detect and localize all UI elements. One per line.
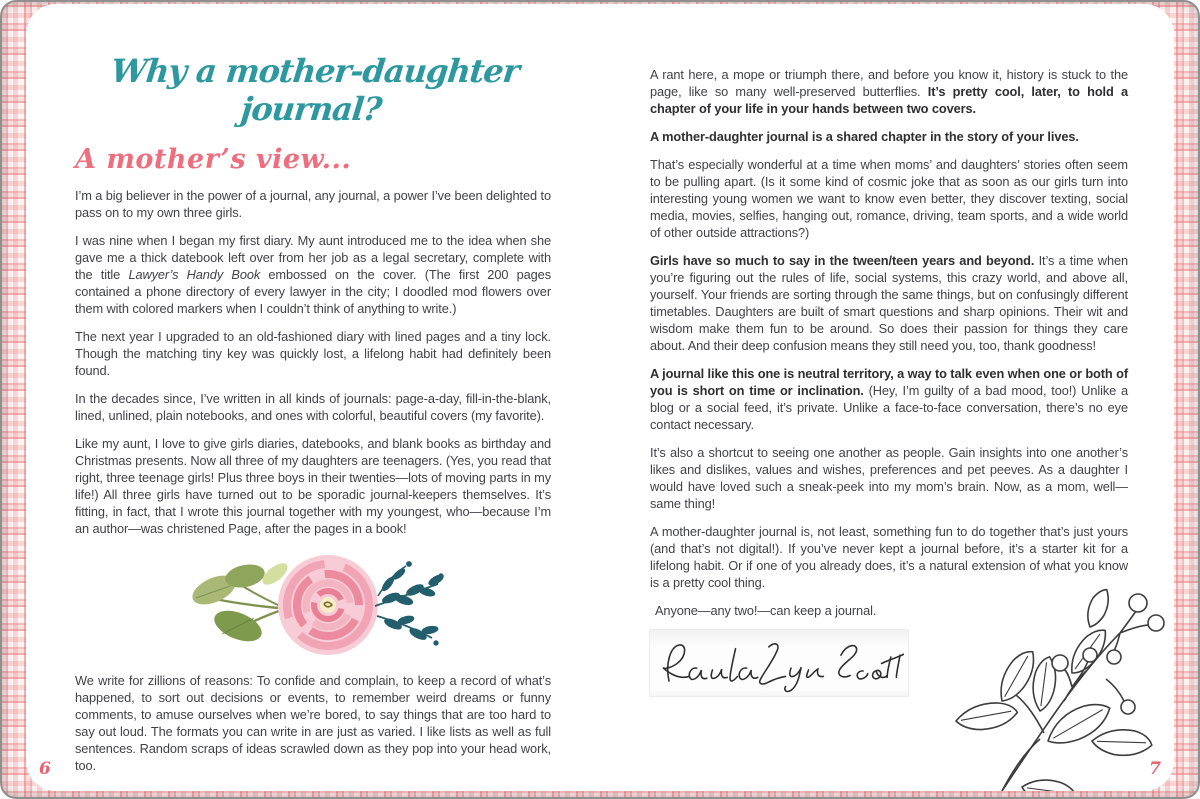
paragraph: A mother-daughter journal is a shared chapter in the story of your lives. xyxy=(650,129,1079,144)
rose-illustration xyxy=(178,548,448,660)
leaves-berries-icon xyxy=(944,583,1174,791)
paragraph: Anyone—any two!—can keep a journal. xyxy=(655,603,877,618)
signature-image xyxy=(650,630,908,696)
paragraph: Like my aunt, I love to give girls diaries, datebooks, and blank books as birthday and Christmas presents. Now all three of my daughters are teenagers. (Yes, you read that right, three teenage girls! Plus three boys in their twenties—lots of moving parts in my life!) All three girls have turned out to be sporadic journal-keepers themselves. It’s fitting, in fact, that I wrote this journal together with my youngest, who—because I’m an author—was christened Page, after the pages in a book! xyxy=(75,436,551,536)
left-paragraphs-bottom xyxy=(75,672,551,774)
paragraph: A rant here, a mope or triumph there, and before you know it, history is stuck to the page, like so many well-preserved butterflies. It’s pretty cool, later, to hold a chapter of your life in your hands between two covers. xyxy=(650,67,1128,116)
paragraph: A journal like this one is neutral territory, a way to talk even when one or both of you is short on time or inclination. (Hey, I’m guilty of a bad mood, too!) Unlike a blog or a social feed, it’s private. Unlike a face-to-face conversation, there’s no eye contact necessary. xyxy=(650,366,1128,432)
paragraph: A mother-daughter journal is, not least, something fun to do together that’s just yours (and that’s not digital!). If you’ve never kept a journal before, it’s a starter kit for a lifelong habit. Or if one of you already does, it’s a natural extension of what you know is a pretty cool thing. xyxy=(650,524,1128,590)
left-page xyxy=(75,52,551,785)
page-area xyxy=(26,4,1174,791)
watercolor-flower-icon xyxy=(178,548,448,660)
paragraph: We write for zillions of reasons: To confide and complain, to keep a record of what’s happened, to sort out decisions or events, to remember weird dreams or funny comments, to amuse ourselves when we’re bored, to say things that are too hard to say out loud. The formats you can write in are just as varied. I like lists as well as full sentences. Random scraps of ideas scrawled down as they pop into your head work, too. xyxy=(75,673,551,773)
paragraph: Girls have so much to say in the tween/teen years and beyond. It’s a time when you’re figuring out the rules of life, social systems, this crazy world, and above all, yourself. Your friends are sorting through the same things, but on confusingly different timetables. Daughters are built of smart questions and sharp opinions. Their wit and wisdom make them fun to be around. So does their passion for things they care about. And their deep confusion means they still need you, too, thank goodness! xyxy=(650,253,1128,353)
paragraph: In the decades since, I’ve written in all kinds of journals: page-a-day, fill-in-the-blank, lined, unlined, plain notebooks, and ones with colorful, beautiful covers (my favorite). xyxy=(75,391,551,423)
page-number-right: 7 xyxy=(1149,759,1161,779)
paragraph: I’m a big believer in the power of a journal, any journal, a power I’ve been delighted to pass on to my own three girls. xyxy=(75,188,551,220)
paragraph: I was nine when I began my first diary. My aunt introduced me to the idea when she gave me a thick datebook left over from her job as a legal secretary, complete with the title Lawyer’s Handy Book embossed on the cover. (The first 200 pages contained a phone directory of every lawyer in the city; I doodled mod flowers over them with colored markers when I couldn’t think of anything to write.) xyxy=(75,233,551,316)
paragraph: The next year I upgraded to an old-fashioned diary with lined pages and a tiny lock. Though the matching tiny key was quickly lost, a lifelong habit had definitely been found. xyxy=(75,329,551,378)
paragraph: It’s also a shortcut to seeing one another as people. Gain insights into one another’s likes and dislikes, values and wishes, preferences and pet peeves. As a daughter I would have loved such a sneak-peek into my mom’s brain. Now, as a mom, well—same thing! xyxy=(650,445,1128,511)
paragraph: That’s especially wonderful at a time when moms’ and daughters’ stories often seem to be pulling apart. (Is it some kind of cosmic joke that as soon as our girls turn into interesting young women we want to know even better, they discover texting, social media, movies, selfies, hanging out, romance, driving, team sports, and a wide world of other outside attractions?) xyxy=(650,157,1128,240)
botanical-line-art xyxy=(944,583,1174,791)
section-heading: A mother’s view... xyxy=(75,144,352,175)
left-paragraphs-top xyxy=(75,187,551,537)
chapter-title: Why a mother-daughter journal? xyxy=(109,52,521,128)
signature-icon xyxy=(654,633,904,694)
right-paragraphs xyxy=(650,66,1128,619)
page-number-left: 6 xyxy=(39,759,51,779)
